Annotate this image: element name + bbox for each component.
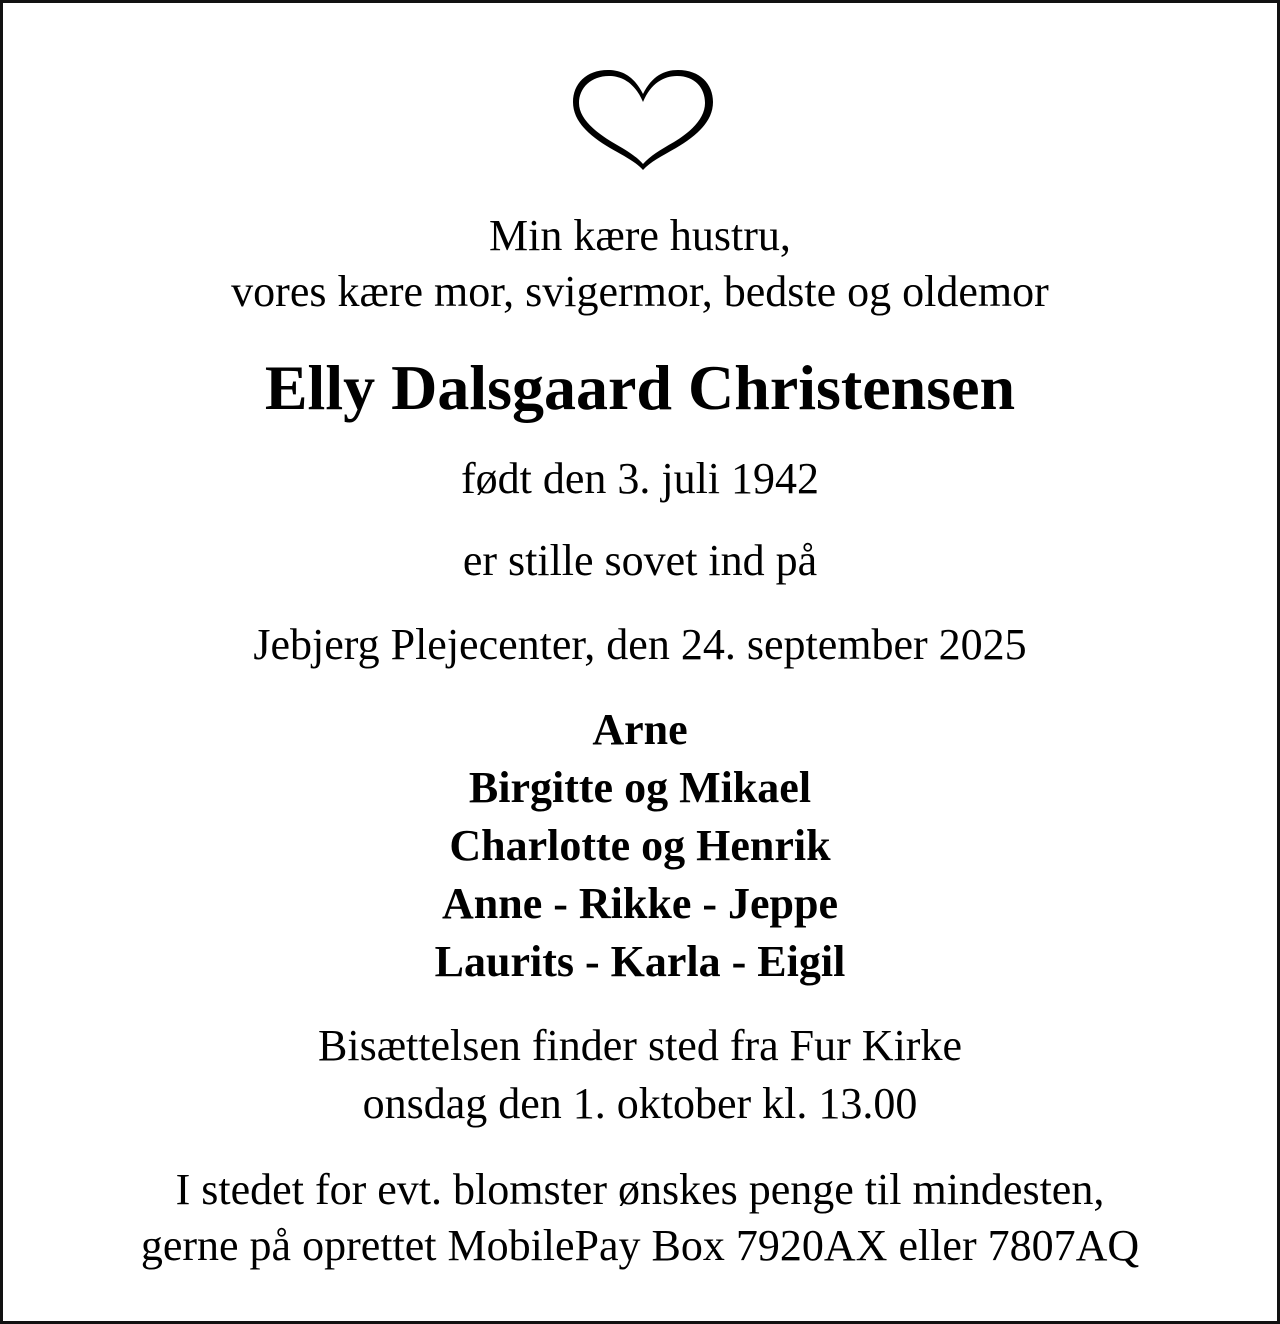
family-member: Arne	[592, 705, 688, 754]
deceased-name: Elly Dalsgaard Christensen	[264, 352, 1016, 423]
family-member: Anne - Rikke - Jeppe	[441, 879, 839, 928]
intro-line-1: Min kære hustru,	[489, 211, 791, 260]
funeral-details	[3, 1017, 1277, 1133]
passed-text: er stille sovet ind på	[462, 536, 818, 585]
intro-text	[3, 208, 1277, 320]
donation-note	[3, 1162, 1277, 1274]
family-member: Charlotte og Henrik	[449, 821, 831, 870]
birth-date: født den 3. juli 1942	[460, 454, 820, 503]
donation-line-1: I stedet for evt. blomster ønskes penge til mindesten,	[175, 1165, 1105, 1214]
donation-line-2: gerne på oprettet MobilePay Box 7920AX eller 7807AQ	[140, 1221, 1140, 1270]
family-list	[3, 701, 1277, 991]
funeral-location: Bisættelsen finder sted fra Fur Kirke	[318, 1021, 962, 1070]
funeral-time: onsdag den 1. oktober kl. 13.00	[362, 1079, 918, 1128]
family-member: Laurits - Karla - Eigil	[434, 937, 846, 986]
intro-line-2: vores kære mor, svigermor, bedste og oldemor	[231, 267, 1049, 316]
heart-outline-icon	[570, 66, 716, 172]
place-and-date-of-death: Jebjerg Plejecenter, den 24. september 2025	[253, 620, 1027, 669]
family-member: Birgitte og Mikael	[468, 763, 812, 812]
